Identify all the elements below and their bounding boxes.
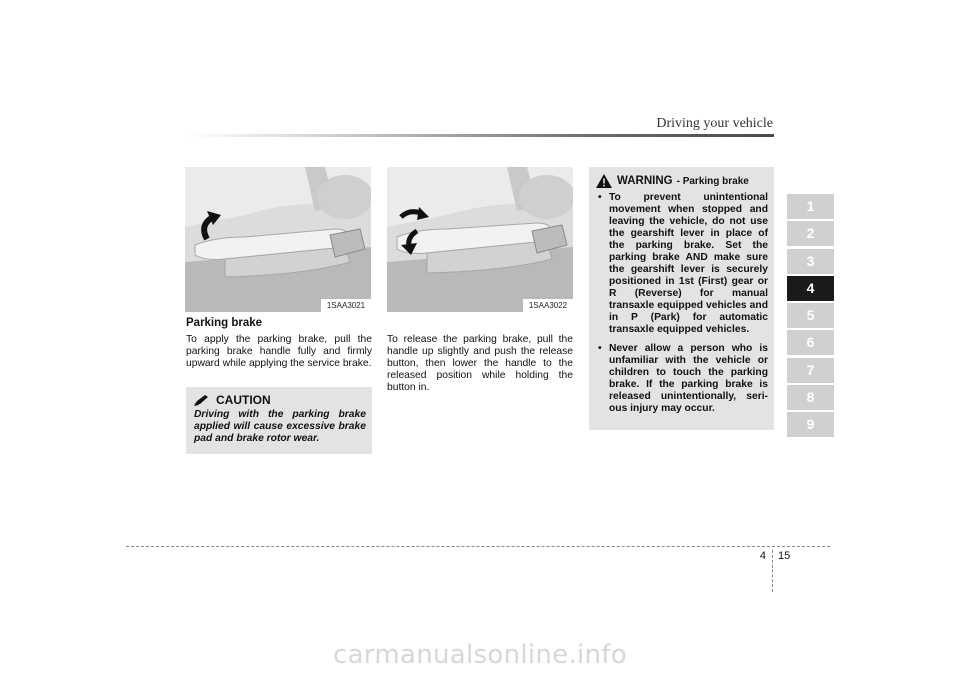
footer-section-number: 4 <box>759 550 766 562</box>
warning-item-text: To prevent unintentional movement when stopped and leaving the vehicle, do not use the gearshift lever in place of the parking brake. Set the parking brake AND make sure the gearshift lever is securely positioned in 1st (First) gear or R (Reverse) for manual transaxle equipped vehicles and in P (Park) for automatic transaxle equipped vehicles. <box>609 192 768 335</box>
warning-item <box>596 192 768 336</box>
figure-release-parking-brake <box>387 167 573 312</box>
warning-title <box>596 174 768 188</box>
chapter-tab-8[interactable]: 8 <box>787 385 834 410</box>
footer-page-number: 15 <box>778 550 791 562</box>
parking-brake-release-illustration <box>387 167 573 312</box>
watermark: carmanualsonline.info <box>332 640 627 670</box>
chapter-tab-1[interactable]: 1 <box>787 194 834 219</box>
figure-apply-parking-brake <box>185 167 371 312</box>
chapter-tab-7[interactable]: 7 <box>787 358 834 383</box>
header-rule <box>186 134 774 137</box>
bullet: • <box>598 343 602 354</box>
warning-item <box>596 343 768 415</box>
caution-box <box>186 387 372 454</box>
footer-rule <box>126 546 830 547</box>
chapter-tab-6[interactable]: 6 <box>787 330 834 355</box>
warning-triangle-icon <box>596 174 612 188</box>
caution-title <box>194 393 271 407</box>
bullet: • <box>598 192 602 203</box>
apply-instructions: To apply the parking brake, pull the parking brake handle fully and firmly upward while applying the service brake. <box>186 334 372 369</box>
footer-divider <box>772 550 773 592</box>
release-instructions: To release the parking brake, pull the handle up slightly and push the release button, then lower the handle to the released position while holding the button in. <box>387 334 573 393</box>
chapter-tab-5[interactable]: 5 <box>787 303 834 328</box>
caution-pencil-icon <box>194 394 210 406</box>
caution-title-text: CAUTION <box>216 393 271 407</box>
warning-title-text: WARNING <box>617 175 673 187</box>
chapter-tab-4[interactable]: 4 <box>787 276 834 301</box>
running-header-title: Driving your vehicle <box>656 116 773 131</box>
warning-subtitle: - Parking brake <box>676 175 749 187</box>
figure-code: 1SAA3022 <box>523 299 573 312</box>
chapter-tab-3[interactable]: 3 <box>787 249 834 274</box>
section-heading: Parking brake <box>186 317 263 329</box>
warning-item-text: Never allow a person who is unfamiliar with the vehicle or children to touch the parking brake. If the parking brake is released unintentionally, seri-ous injury may occur. <box>609 343 768 414</box>
chapter-tab-2[interactable]: 2 <box>787 221 834 246</box>
parking-brake-apply-illustration <box>185 167 371 312</box>
chapter-tab-9[interactable]: 9 <box>787 412 834 437</box>
figure-code: 1SAA3021 <box>321 299 371 312</box>
warning-list <box>596 192 768 422</box>
warning-box <box>589 167 774 430</box>
chapter-tabs <box>787 194 834 440</box>
caution-text: Driving with the parking brake applied will cause excessive brake pad and brake rotor wear. <box>194 409 366 444</box>
